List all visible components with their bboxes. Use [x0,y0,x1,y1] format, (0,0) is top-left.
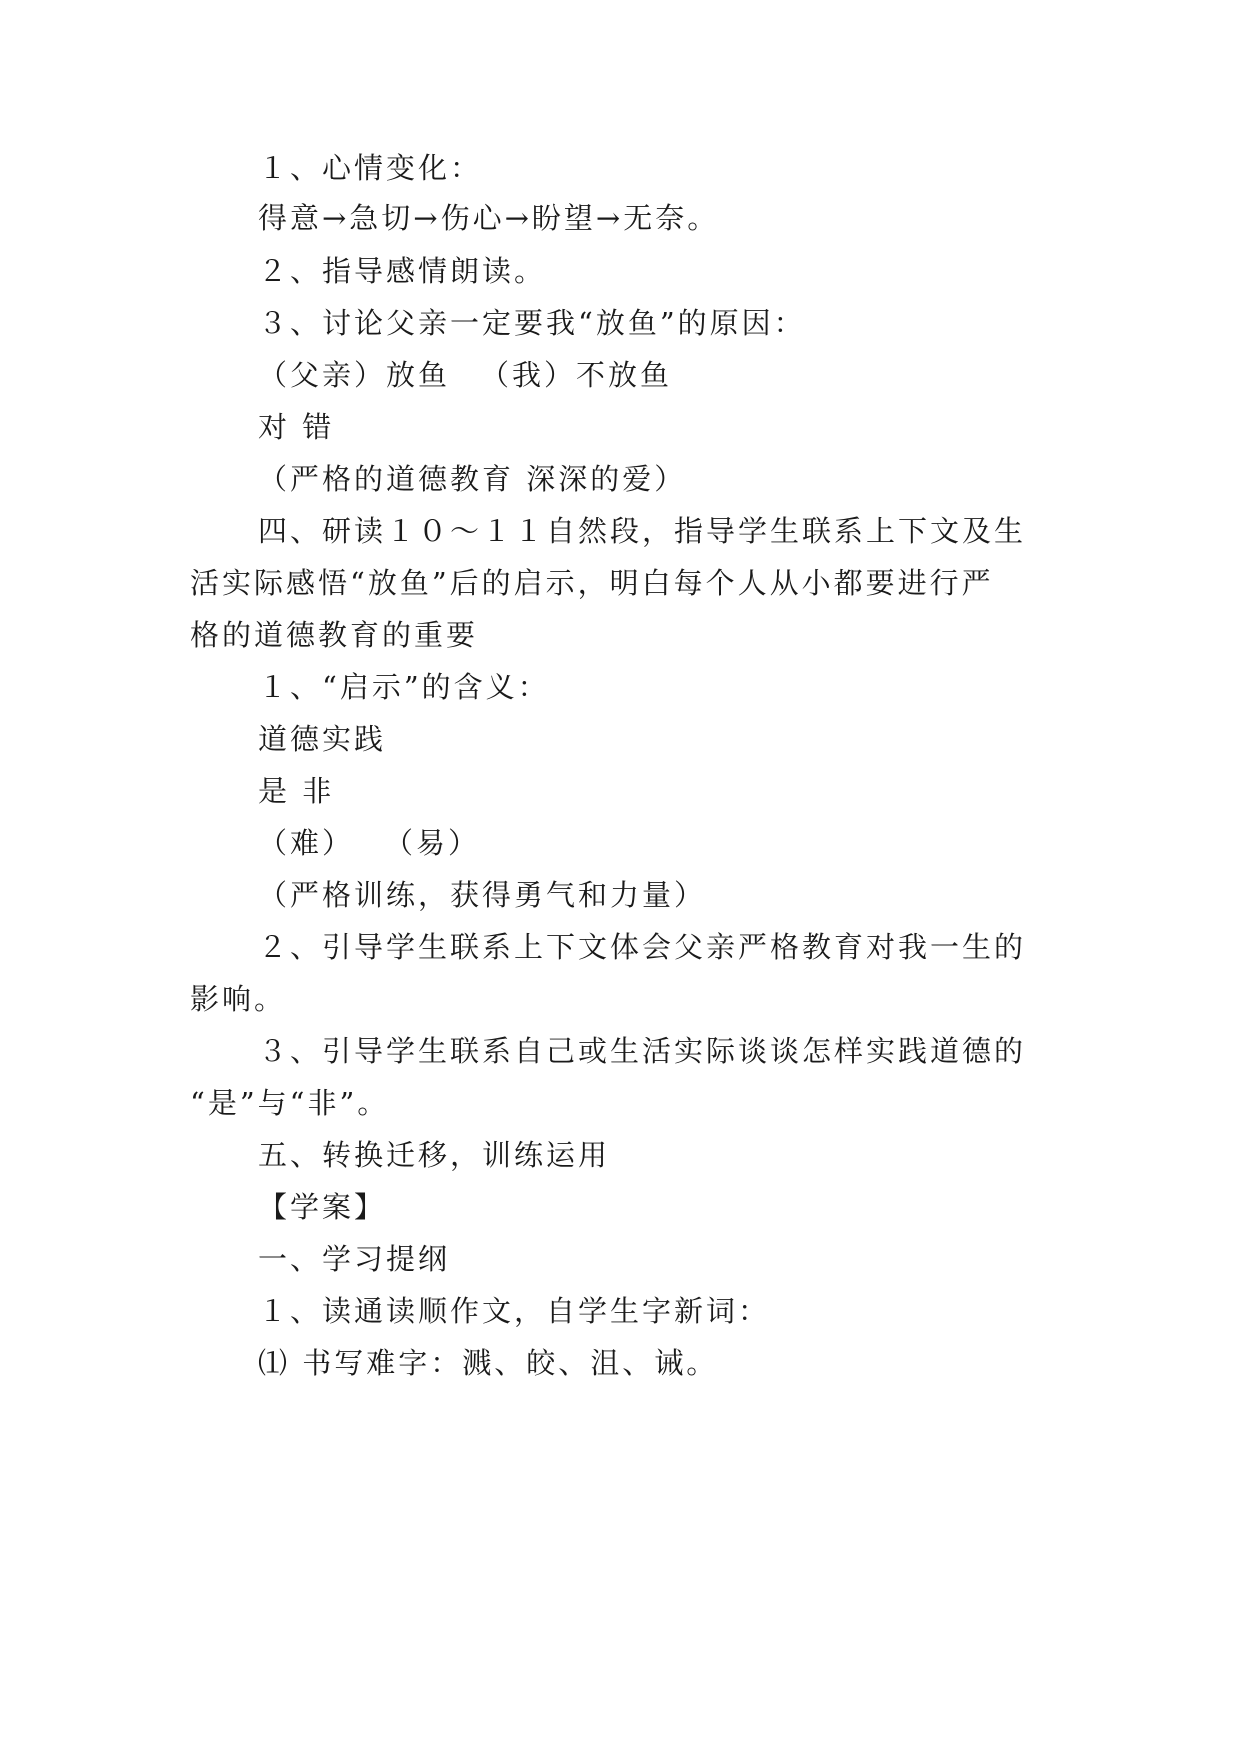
text-segment: （父亲）放鱼 [258,358,451,392]
text-line: 是 非 [258,774,335,808]
text-line: ３、引导学生联系自己或生活实际谈谈怎样实践道德的 [258,1034,1027,1068]
text-segment: （我）不放鱼 [480,358,673,392]
text-line: 四、研读１０～１１自然段，指导学生联系上下文及生 [258,514,1027,548]
text-line: “是”与“非”。 [190,1086,390,1120]
text-line: ３、讨论父亲一定要我“放鱼”的原因： [258,306,806,340]
text-line: １、读通读顺作文，自学生字新词： [258,1294,771,1328]
text-line: 【学案】 [258,1190,387,1224]
text-line: ２、指导感情朗读。 [258,254,547,288]
text-line [258,357,672,393]
text-line: １、心情变化： [258,151,483,185]
text-line: 对 错 [258,410,335,444]
text-line: （严格的道德教育 深深的爱） [258,462,687,496]
text-segment: （难） [258,826,355,860]
text-line: 影响。 [190,982,287,1016]
text-line: 道德实践 [258,722,387,756]
text-line: ２、引导学生联系上下文体会父亲严格教育对我一生的 [258,930,1027,964]
text-line: 得意→急切→伤心→盼望→无奈。 [258,201,720,235]
text-segment: （易） [384,826,481,860]
text-line [258,825,480,861]
text-line: ⑴ 书写难字：溅、皎、沮、诫。 [258,1346,719,1380]
text-line: 格的道德教育的重要 [190,618,479,652]
text-line: 一、学习提纲 [258,1242,451,1276]
text-line: １、“启示”的含义： [258,670,550,704]
text-line: （严格训练，获得勇气和力量） [258,878,707,912]
text-line: 五、转换迁移，训练运用 [258,1138,611,1172]
text-line: 活实际感悟“放鱼”后的启示，明白每个人从小都要进行严 [190,566,994,600]
